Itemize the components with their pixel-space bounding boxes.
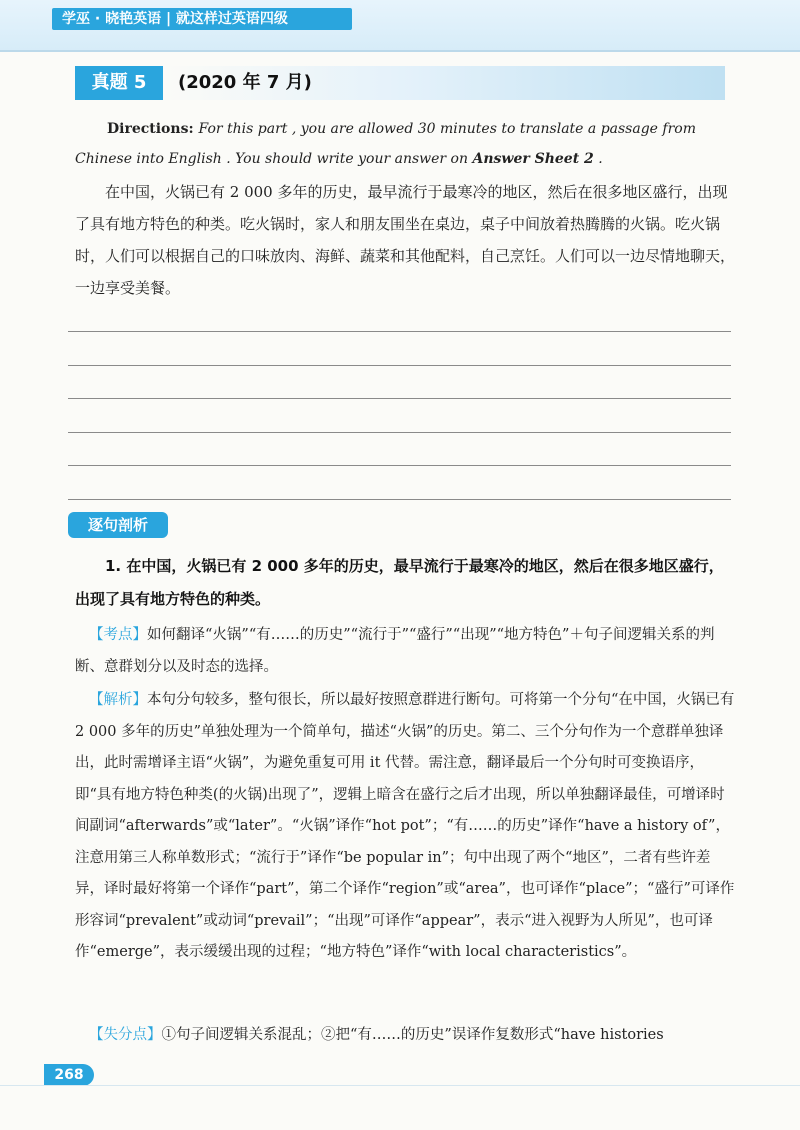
answer-line [68, 465, 731, 466]
kaodian-paragraph [75, 620, 735, 683]
kaodian-text: 如何翻译“火锅”“有……的历史”“流行于”“盛行”“出现”“地方特色”＋句子间逻辑关系的判断、意群划分以及时态的选择。 [75, 627, 715, 675]
answer-sheet-label: Answer Sheet 2 [472, 151, 594, 167]
directions-text: Directions: For this part , you are allowed 30 minutes to translate a passage from Chinese into English . You should write your answer on Answer Sheet 2 . [75, 121, 696, 167]
answer-line [68, 499, 731, 500]
series-title: 学巫 · 晓艳英语 | 就这样过英语四级 [52, 8, 352, 30]
chinese-passage: 在中国，火锅已有 2 000 多年的历史，最早流行于最寒冷的地区，然后在很多地区盛行，出现了具有地方特色的种类。吃火锅时，家人和朋友围坐在桌边，桌子中间放着热腾腾的火锅。吃火锅时，人们可以根据自己的口味放肉、海鲜、蔬菜和其他配料，自己烹饪。人们可以一边尽情地聊天，一边享受美餐。 [75, 183, 736, 297]
jiexi-paragraph [75, 685, 735, 969]
answer-line [68, 331, 731, 332]
answer-line [68, 398, 731, 399]
header-divider [0, 50, 800, 52]
shifen-tag: 【失分点】 [89, 1027, 162, 1043]
directions-end: . [593, 151, 603, 167]
answer-line [68, 365, 731, 366]
exam-tab-label: 真题 5 [75, 66, 163, 100]
jiexi-text: 本句分句较多，整句很长，所以最好按照意群进行断句。可将第一个分句“在中国，火锅已有 2 000 多年的历史”单独处理为一个简单句，描述“火锅”的历史。第二、三个分句作为一个意群单独译出，此时需增译主语“火锅”，为避免重复可用 it 代替。需注意，翻译最后一个分句时可变换语序，即“具有地方特色种类(的火锅)出现了”，逻辑上暗含在盛行之后才出现，所以单独翻译最佳，可增译时间副词“afterwards”或“later”。“火锅”译作“hot pot”；“有……的历史”译作“have a history of”，注意用第三人称单数形式；“流行于”译作“be popular in”；句中出现了两个“地区”，二者有些许差异，译时最好将第一个译作“part”，第二个译作“region”或“area”，也可译作“place”；“盛行”可译作形容词“prevalent”或动词“prevail”；“出现”可译作“appear”，表示“进入视野为人所见”，也可译作“emerge”，表示缓缓出现的过程；“地方特色”译作“with local characteristics”。 [75, 692, 735, 960]
answer-line [68, 432, 731, 433]
kaodian-tag: 【考点】 [89, 627, 147, 643]
directions-label: Directions [107, 121, 189, 137]
page-number: 268 [44, 1064, 94, 1086]
analysis-sentence-1: 1. 在中国，火锅已有 2 000 多年的历史，最早流行于最寒冷的地区，然后在很多地区盛行，出现了具有地方特色的种类。 [75, 557, 724, 608]
directions-body: For this part , you are allowed 30 minutes to translate a passage from Chinese into English . You should write your answer on [75, 121, 696, 167]
shifen-paragraph [75, 1020, 735, 1052]
footer-divider [0, 1085, 800, 1086]
section-title: 逐句剖析 [68, 512, 168, 538]
shifen-text: ①句子间逻辑关系混乱；②把“有……的历史”误译作复数形式“have histories [161, 1027, 664, 1043]
jiexi-tag: 【解析】 [89, 692, 147, 708]
exam-date: (2020 年 7 月) [178, 72, 312, 93]
exam-date-text: 2020 年 7 月 [186, 72, 304, 93]
